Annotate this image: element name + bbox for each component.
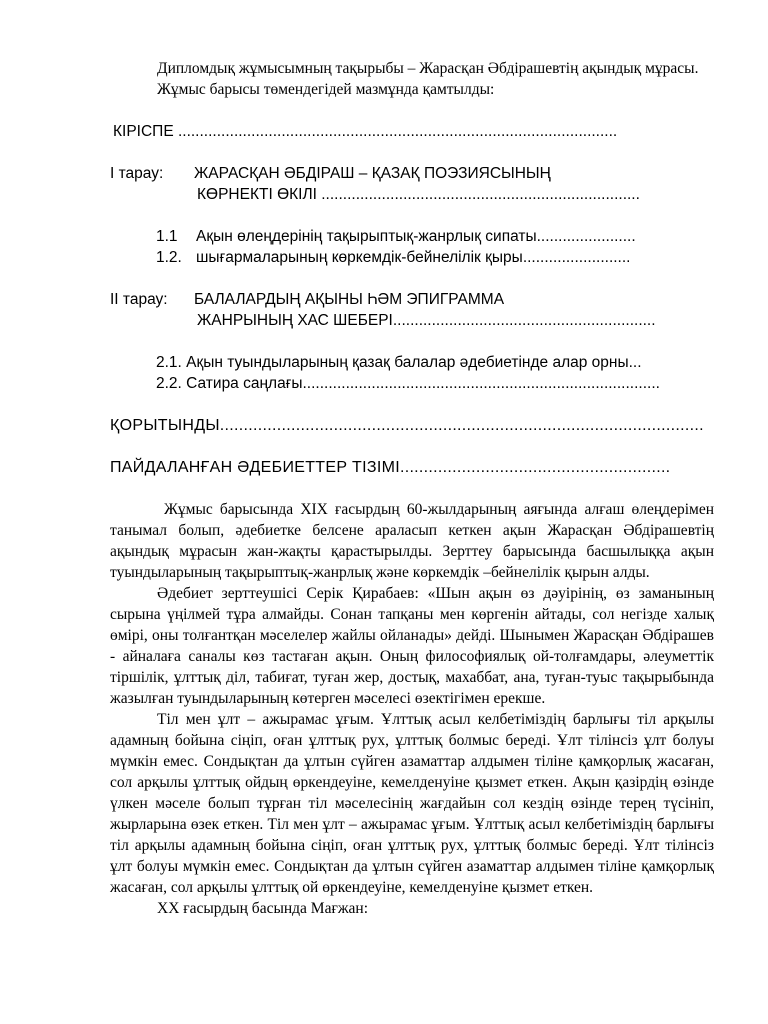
toc-section-1-1: [110, 226, 714, 247]
toc-section-1-1-number: 1.1: [156, 228, 178, 245]
toc-section-1-2: [110, 247, 714, 268]
body-paragraph-quote: Әдебиет зерттеушісі Серік Қирабаев: «Шын ақын өз дәуірінің, өз заманының сырына үңілмей тұра алмайды. Сонан тапқаны мен көргенін айтады, сол негізде халық өмірі, оны толғантқан мәселелер жайлы ойланады» дейді. Шынымен Жарасқан Әбдірашев - айналаға саналы көз тастаған ақын. Оның философиялық ой-толғамдары, әлеуметтік тіршілік, ұлттық діл, табиғат, туған жер, достық, махаббат, ана, туған-туыс тақырыбында жазылған туындыларының көтерген мәселесі өзектігімен ерекше.: [110, 585, 714, 707]
intro-paragraph-topic: Дипломдық жұмысымның тақырыбы – Жарасқан Әбдірашевтің ақындық мұрасы.: [157, 60, 699, 77]
toc-conclusion: ҚОРЫТЫНДЫ......................................................................................................: [110, 417, 704, 434]
toc-section-2-1: 2.1. Ақын туындыларының қазақ балалар әдебиетінде алар орны...: [156, 354, 642, 371]
toc-section-1-2-number: 1.2.: [156, 249, 182, 266]
body-paragraph-language: Тіл мен ұлт – ажырамас ұғым. Ұлттық асыл келбетіміздің барлығы тіл арқылы адамның бойына сіңіп, оған ұлттық рух, ұлттық болмыс береді. Ұлт тілінсіз ұлт болуы мүмкін емес. Сондықтан да ұлтын сүйген азаматтар алдымен тіліне қамқорлық жасаған, сол арқылы ұлттық ойдың өркендеуіне, кемелденуіне қызмет еткен. Ақын қазірдің өзінде үлкен мәселе болып тұрған тіл мәселесінің жағдайын сол кездің өзінде терең түсініп, жырларына өзек еткен. Тіл мен ұлт – ажырамас ұғым. Ұлттық асыл келбетіміздің барлығы тіл арқылы адамның бойына сіңіп, оған ұлттық рух, ұлттық болмыс береді. Ұлт тілінсіз ұлт болуы мүмкін емес. Сондықтан да ұлтын сүйген азаматтар алдымен тіліне қамқорлық жасаған, сол арқылы ұлттық ой өркендеуіне, кемелденуіне қызмет еткен.: [110, 711, 714, 896]
document-page: [110, 58, 714, 919]
toc-section-2-2: 2.2. Сатира саңлағы...................................................................................: [156, 375, 660, 392]
toc-bibliography: ПАЙДАЛАНҒАН ӘДЕБИЕТТЕР ТІЗІМІ.........................................................: [110, 459, 671, 476]
toc-section-1-1-title: Ақын өлеңдерінің тақырыптық-жанрлық сипаты.......................: [196, 228, 636, 245]
intro-paragraph-structure: Жұмыс барысы төмендегідей мазмұнда қамтылды:: [157, 81, 495, 98]
body-paragraph-magzhan: ХХ ғасырдың басында Мағжан:: [157, 900, 369, 917]
toc-chapter-1-title: ЖАРАСҚАН ӘБДІРАШ – ҚАЗАҚ ПОЭЗИЯСЫНЫҢ: [194, 165, 551, 182]
toc-chapter-1-number: І тарау:: [110, 165, 164, 182]
toc-section-1-2-title: шығармаларының көркемдік-бейнелілік қыры.........................: [196, 249, 631, 266]
body-paragraph-research: Жұмыс барысында XIX ғасырдың 60-жылдарының аяғында алғаш өлеңдерімен танымал болып, әдебиетке белсене араласып кеткен ақын Жарасқан Әбдірашевтің ақындық мұрасын жан-жақты қарастырылды. Зерттеу барысында басшылыққа ақын туындыларының тақырыптық-жанрлық және көркемдік –бейнелілік қырын алды.: [110, 501, 714, 581]
toc-chapter-2-number: ІІ тарау:: [110, 291, 168, 308]
toc-chapter-2-title-cont: ЖАНРЫНЫҢ ХАС ШЕБЕРІ.............................................................: [197, 312, 656, 329]
toc-chapter-1: [110, 163, 714, 205]
toc-chapter-2: [110, 289, 714, 331]
toc-chapter-2-title: БАЛАЛАРДЫҢ АҚЫНЫ ҺӘМ ЭПИГРАММА: [194, 291, 505, 308]
toc-introduction: КІРІСПЕ ......................................................................................................: [113, 123, 618, 140]
toc-chapter-1-title-cont: КӨРНЕКТІ ӨКІЛІ ..........................................................................: [197, 186, 640, 203]
